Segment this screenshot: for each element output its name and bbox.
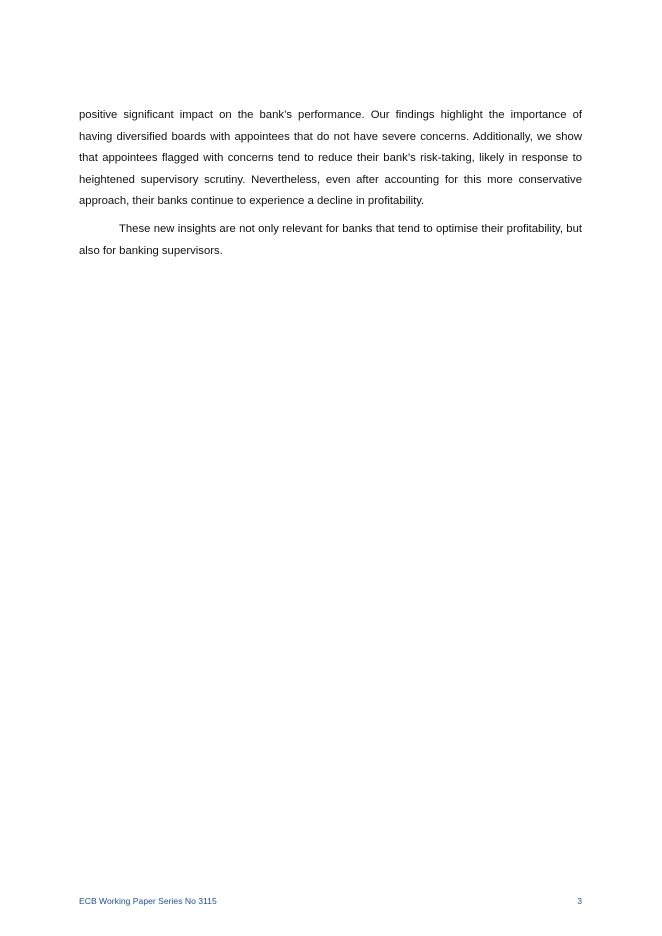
series-title: ECB Working Paper Series No 3115: [79, 896, 217, 906]
paragraph-continued: positive significant impact on the bank’s performance. Our findings highlight the importance of having diversified boards with appointees that do not have severe concerns. Additionally, we show that appointees flagged with concerns tend to reduce their bank’s risk-taking, likely in response to heightened supervisory scrutiny. Nevertheless, even after accounting for this more conservative approach, their banks continue to experience a decline in profitability.: [79, 109, 582, 208]
page-number: 3: [577, 896, 582, 906]
main-text: [79, 105, 582, 262]
paragraph-insights: These new insights are not only relevant for banks that tend to optimise their profitability, but also for banking supervisors.: [79, 222, 582, 257]
